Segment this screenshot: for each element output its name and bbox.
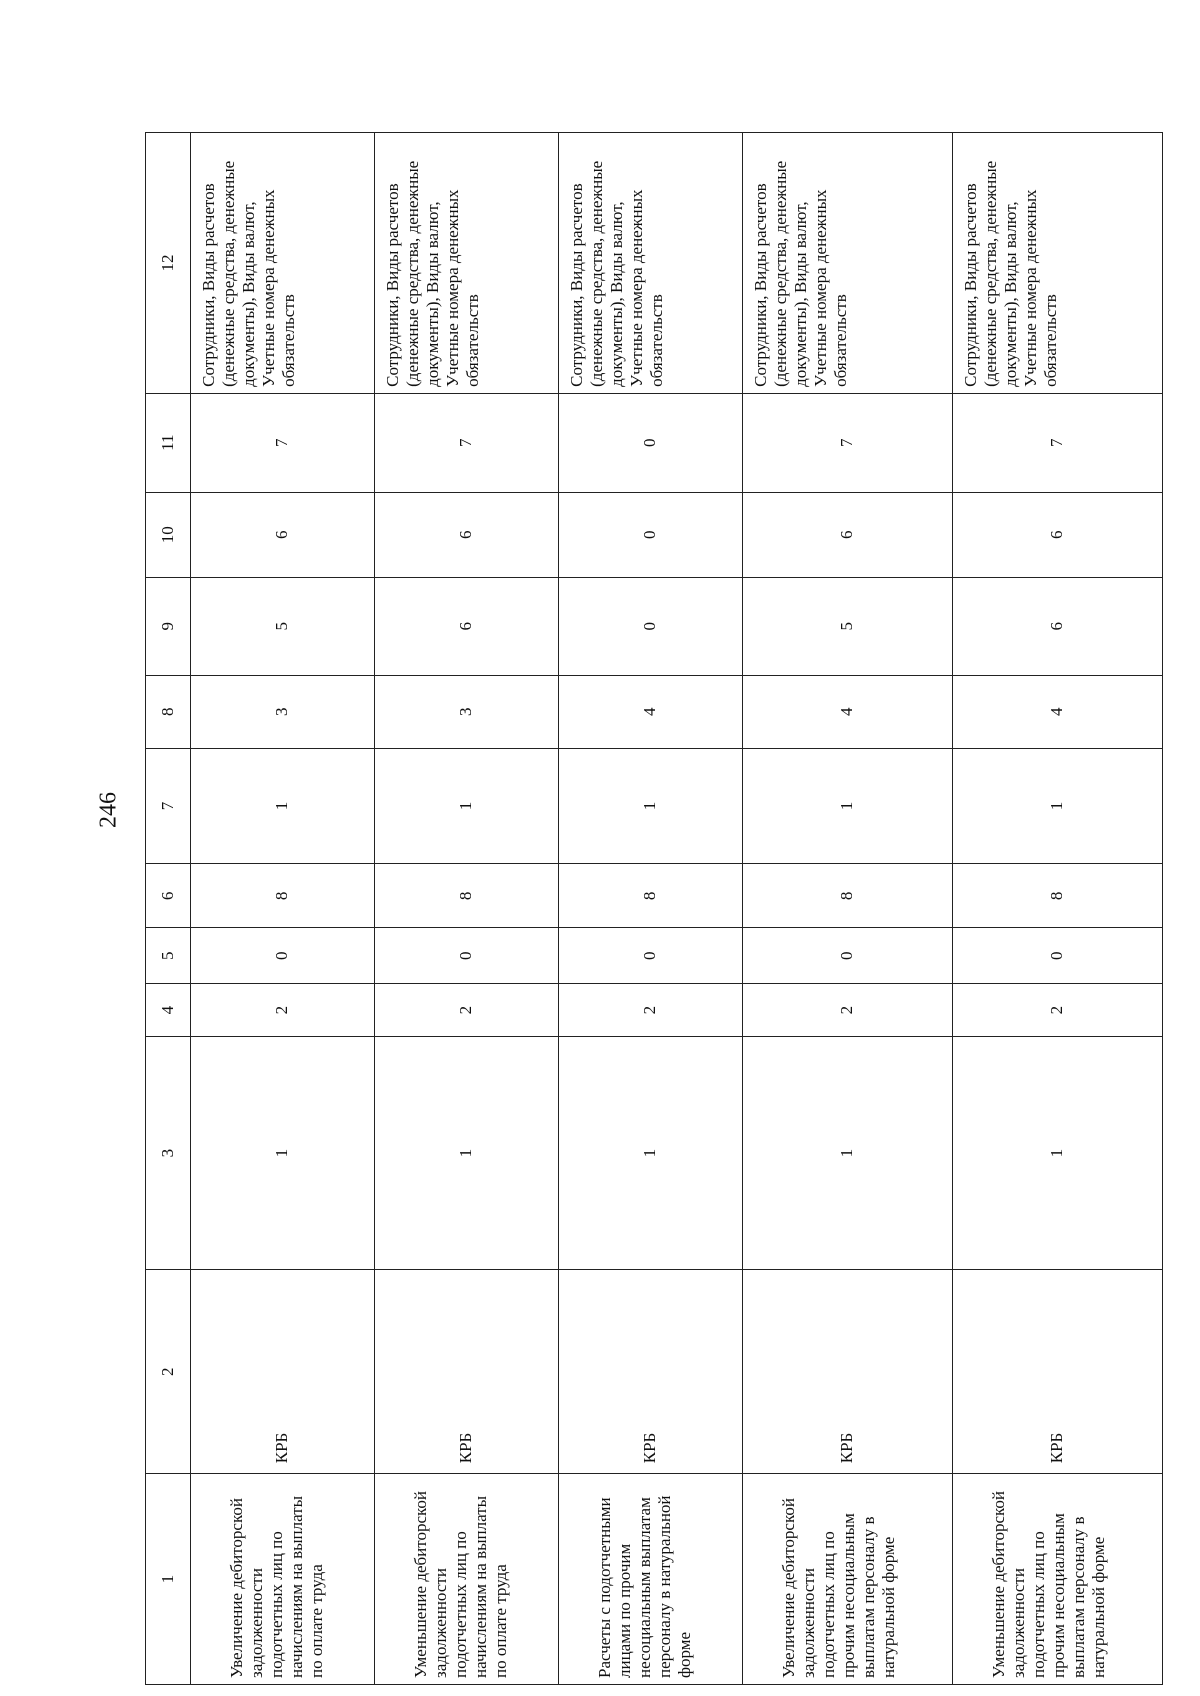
cell-col-5: 0 (558, 928, 742, 983)
cell-col-11: 7 (952, 393, 1162, 492)
cell-col-3: 1 (952, 1037, 1162, 1270)
operation-name: Уменьшение дебиторской задолженности подотчетных лиц по прочим несоциальным выплатам персоналу в натуральной форме (952, 1474, 1162, 1685)
header-col-8: 8 (146, 675, 191, 748)
header-col-1: 1 (146, 1474, 191, 1685)
cell-col-6: 8 (191, 864, 375, 928)
page-number: 246 (95, 792, 122, 828)
header-col-10: 10 (146, 492, 191, 577)
cell-col-10: 6 (191, 492, 375, 577)
operation-name: Уменьшение дебиторской задолженности подотчетных лиц по начислениям на выплаты по оплате труда (374, 1474, 558, 1685)
budget-code: КРБ (558, 1270, 742, 1474)
cell-col-11: 0 (558, 393, 742, 492)
analytics-description: Сотрудники, Виды расчетов (денежные средства, денежные документы), Виды валют, Учетные номера денежных обязательств (374, 133, 558, 394)
cell-col-4: 2 (558, 983, 742, 1036)
cell-col-5: 0 (742, 928, 952, 983)
cell-col-11: 7 (374, 393, 558, 492)
table-container (145, 132, 1163, 1685)
cell-col-8: 4 (742, 675, 952, 748)
header-col-4: 4 (146, 983, 191, 1036)
cell-col-9: 0 (558, 577, 742, 675)
cell-col-4: 2 (191, 983, 375, 1036)
analytics-description: Сотрудники, Виды расчетов (денежные средства, денежные документы), Виды валют, Учетные номера денежных обязательств (742, 133, 952, 394)
header-col-2: 2 (146, 1270, 191, 1474)
table-row (191, 133, 375, 1685)
table-row (374, 133, 558, 1685)
cell-col-11: 7 (742, 393, 952, 492)
cell-col-8: 4 (952, 675, 1162, 748)
cell-col-5: 0 (952, 928, 1162, 983)
cell-col-6: 8 (952, 864, 1162, 928)
cell-col-10: 6 (742, 492, 952, 577)
cell-col-10: 6 (952, 492, 1162, 577)
cell-col-7: 1 (742, 748, 952, 863)
cell-col-5: 0 (374, 928, 558, 983)
header-col-5: 5 (146, 928, 191, 983)
cell-col-5: 0 (191, 928, 375, 983)
cell-col-6: 8 (374, 864, 558, 928)
budget-code: КРБ (191, 1270, 375, 1474)
cell-col-9: 6 (952, 577, 1162, 675)
budget-code: КРБ (952, 1270, 1162, 1474)
table-row (952, 133, 1162, 1685)
cell-col-8: 4 (558, 675, 742, 748)
header-row (146, 133, 191, 1685)
header-col-11: 11 (146, 393, 191, 492)
cell-col-3: 1 (742, 1037, 952, 1270)
cell-col-6: 8 (742, 864, 952, 928)
table-row (742, 133, 952, 1685)
operation-name: Увеличение дебиторской задолженности подотчетных лиц по начислениям на выплаты по оплате труда (191, 1474, 375, 1685)
accounting-table (145, 132, 1163, 1685)
cell-col-7: 1 (374, 748, 558, 863)
table-row (558, 133, 742, 1685)
operation-name: Увеличение дебиторской задолженности подотчетных лиц по прочим несоциальным выплатам персоналу в натуральной форме (742, 1474, 952, 1685)
cell-col-4: 2 (952, 983, 1162, 1036)
analytics-description: Сотрудники, Виды расчетов (денежные средства, денежные документы), Виды валют, Учетные номера денежных обязательств (191, 133, 375, 394)
operation-name: Расчеты с подотчетными лицами по прочим несоциальным выплатам персоналу в натуральной форме (558, 1474, 742, 1685)
cell-col-4: 2 (374, 983, 558, 1036)
cell-col-10: 0 (558, 492, 742, 577)
analytics-description: Сотрудники, Виды расчетов (денежные средства, денежные документы), Виды валют, Учетные номера денежных обязательств (952, 133, 1162, 394)
cell-col-3: 1 (191, 1037, 375, 1270)
cell-col-8: 3 (191, 675, 375, 748)
cell-col-3: 1 (374, 1037, 558, 1270)
cell-col-11: 7 (191, 393, 375, 492)
header-col-3: 3 (146, 1037, 191, 1270)
cell-col-9: 6 (374, 577, 558, 675)
cell-col-10: 6 (374, 492, 558, 577)
header-col-7: 7 (146, 748, 191, 863)
cell-col-6: 8 (558, 864, 742, 928)
header-col-12: 12 (146, 133, 191, 394)
budget-code: КРБ (374, 1270, 558, 1474)
cell-col-7: 1 (191, 748, 375, 863)
cell-col-7: 1 (952, 748, 1162, 863)
cell-col-8: 3 (374, 675, 558, 748)
header-col-6: 6 (146, 864, 191, 928)
cell-col-3: 1 (558, 1037, 742, 1270)
budget-code: КРБ (742, 1270, 952, 1474)
header-col-9: 9 (146, 577, 191, 675)
cell-col-9: 5 (742, 577, 952, 675)
cell-col-9: 5 (191, 577, 375, 675)
cell-col-7: 1 (558, 748, 742, 863)
analytics-description: Сотрудники, Виды расчетов (денежные средства, денежные документы), Виды валют, Учетные номера денежных обязательств (558, 133, 742, 394)
cell-col-4: 2 (742, 983, 952, 1036)
